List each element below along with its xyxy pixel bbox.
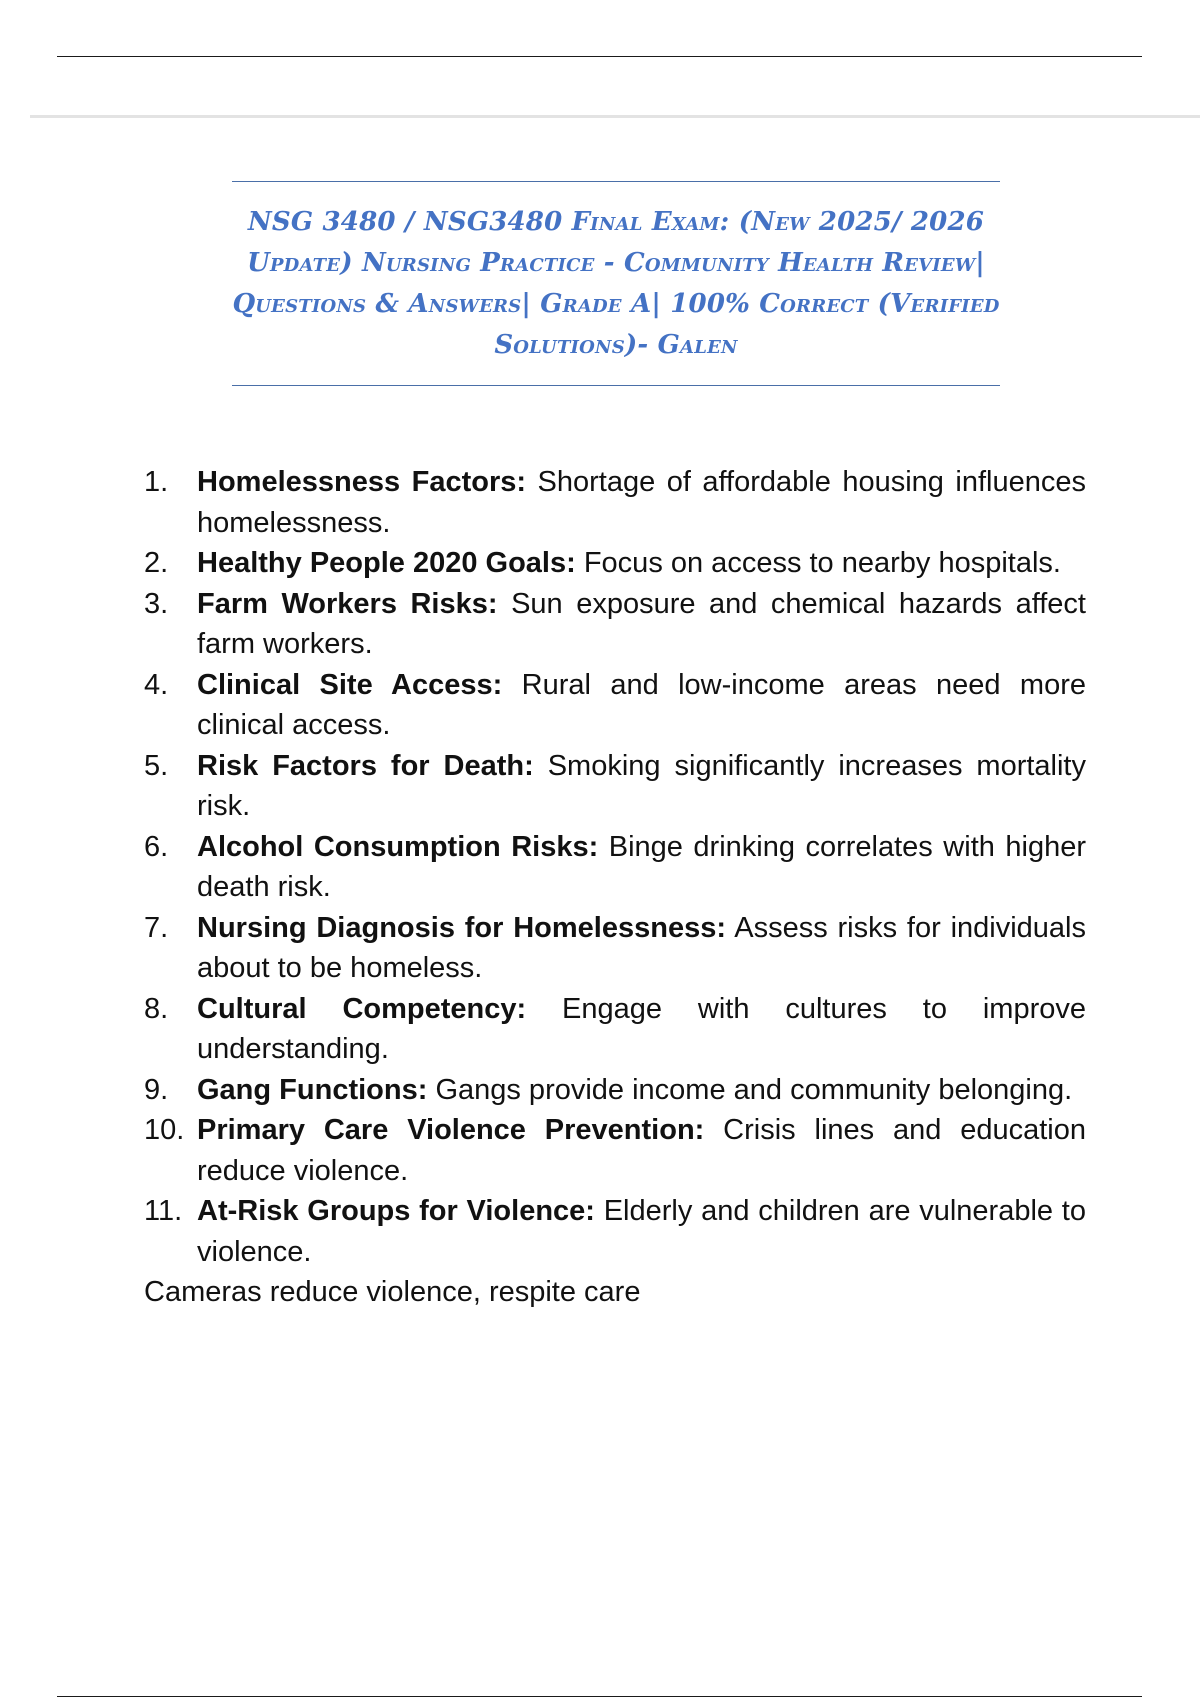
title-block: [232, 181, 1000, 386]
item-number: 8.: [144, 992, 169, 1025]
item-number: 11.: [144, 1195, 183, 1227]
item-number: 5.: [144, 749, 169, 782]
list-item: [144, 989, 1086, 1070]
top-divider: [57, 56, 1142, 57]
list-item: [144, 908, 1086, 989]
page-separator: [30, 115, 1200, 118]
item-number: 9.: [144, 1073, 169, 1106]
item-text: Gangs provide income and community belonging.: [435, 1073, 1073, 1106]
item-term: Cultural Competency:: [197, 992, 527, 1025]
item-number: 10.: [144, 1114, 185, 1146]
list-item: [144, 1191, 1086, 1272]
item-text: Engage with cultures to improve understanding.: [197, 992, 1086, 1065]
item-number: 3.: [144, 587, 169, 620]
document-body: [144, 462, 1086, 1313]
item-term: Primary Care Violence Prevention:: [197, 1114, 705, 1146]
item-term: Healthy People 2020 Goals:: [197, 547, 576, 579]
item-number: 4.: [144, 668, 169, 701]
item-text: Smoking significantly increases mortality risk.: [197, 749, 1086, 822]
item-term: Clinical Site Access:: [197, 668, 503, 701]
footer-note: Cameras reduce violence, respite care: [144, 1276, 641, 1308]
list-item: [144, 462, 1086, 543]
item-term: Farm Workers Risks:: [197, 587, 498, 620]
list-item: [144, 746, 1086, 827]
list-item: [144, 665, 1086, 746]
item-term: Alcohol Consumption Risks:: [197, 830, 599, 863]
item-text: Crisis lines and education reduce violence.: [197, 1114, 1086, 1187]
list-item: [144, 1110, 1086, 1191]
list-item: [144, 827, 1086, 908]
item-text: Focus on access to nearby hospitals.: [583, 547, 1061, 579]
item-term: Gang Functions:: [197, 1073, 428, 1106]
qa-list: [144, 462, 1086, 1272]
item-text: Binge drinking correlates with higher death risk.: [197, 830, 1086, 903]
list-item: [144, 543, 1086, 584]
list-item: [144, 1070, 1086, 1111]
item-text: Assess risks for individuals about to be homeless.: [197, 911, 1086, 984]
item-text: Rural and low-income areas need more clinical access.: [197, 668, 1086, 741]
item-number: 2.: [144, 547, 169, 579]
item-number: 6.: [144, 830, 169, 863]
document-title: NSG 3480 / NSG3480 Final Exam: (New 2025/ 2026 Update) Nursing Practice - Community Health Review| Questions & Answers| Grade A| 100% Correct (Verified Solutions)- Galen: [232, 206, 1000, 360]
list-item: [144, 584, 1086, 665]
item-term: Nursing Diagnosis for Homelessness:: [197, 911, 727, 944]
item-text: Shortage of affordable housing influences homelessness.: [197, 466, 1087, 539]
item-text: Sun exposure and chemical hazards affect farm workers.: [197, 587, 1086, 660]
item-term: Risk Factors for Death:: [197, 749, 534, 782]
item-term: At-Risk Groups for Violence:: [197, 1195, 595, 1227]
item-number: 1.: [144, 466, 169, 498]
item-number: 7.: [144, 911, 169, 944]
item-text: Elderly and children are vulnerable to violence.: [197, 1195, 1086, 1268]
item-term: Homelessness Factors:: [197, 466, 527, 498]
bottom-divider: [57, 1696, 1142, 1697]
